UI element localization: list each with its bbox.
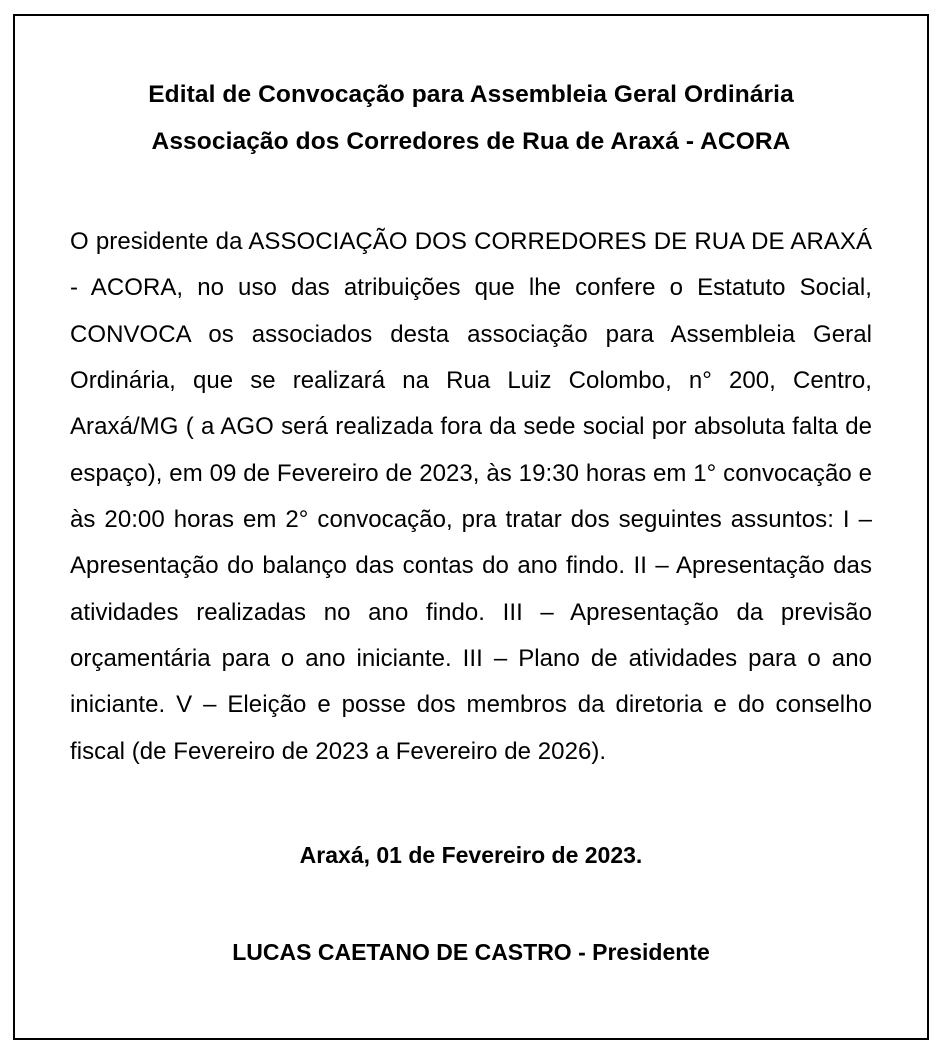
- signatory-name: LUCAS CAETANO DE CASTRO - Presidente: [232, 938, 710, 965]
- signature-block: [70, 837, 872, 971]
- signature-gap: [70, 874, 872, 934]
- place-date: Araxá, 01 de Fevereiro de 2023.: [299, 841, 643, 868]
- document-frame: [13, 14, 929, 1040]
- body-signature-spacer: [70, 775, 872, 837]
- document-title: [70, 72, 872, 165]
- title-line-2: Associação dos Corredores de Rua de Araxá - ACORA: [151, 127, 791, 155]
- title-line-1: Edital de Convocação para Assembleia Geral Ordinária: [148, 81, 794, 108]
- document-body: O presidente da ASSOCIAÇÃO DOS CORREDORES DE RUA DE ARAXÁ - ACORA, no uso das atribuições que lhe confere o Estatuto Social, CONVOCA os associados desta associação para Assembleia Geral Ordinária, que se realizará na Rua Luiz Colombo, n° 200, Centro, Araxá/MG ( a AGO será realizada fora da sede social por absoluta falta de espaço), em 09 de Fevereiro de 2023, às 19:30 horas em 1° convocação e às 20:00 horas em 2° convocação, pra tratar dos seguintes assuntos: I – Apresentação do balanço das contas do ano findo. II – Apresentação das atividades realizadas no ano findo. III – Apresentação da previsão orçamentária para o ano iniciante. III – Plano de atividades para o ano iniciante. V – Eleição e posse dos membros da diretoria e do conselho fiscal (de Fevereiro de 2023 a Fevereiro de 2026).: [70, 228, 872, 765]
